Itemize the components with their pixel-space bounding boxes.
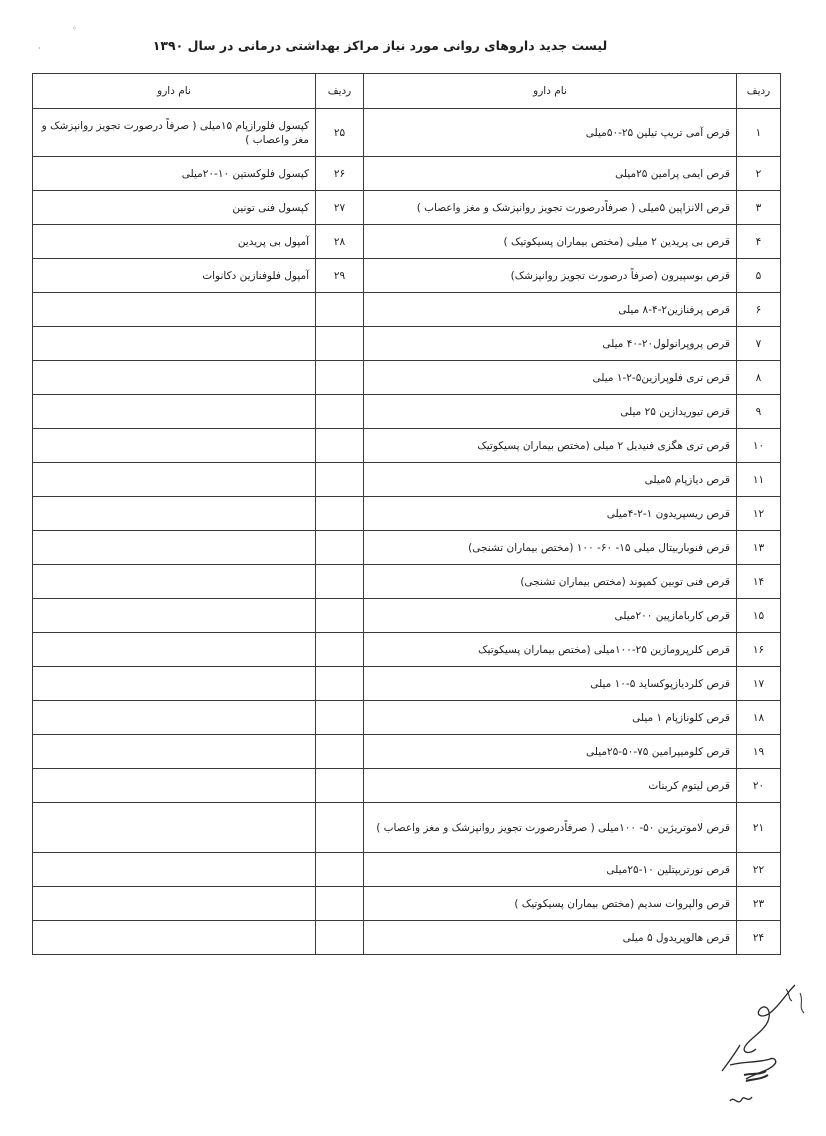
row-number-cell-2 (316, 531, 364, 565)
table-row (33, 327, 781, 361)
row-number-cell-2 (316, 497, 364, 531)
row-number-cell-2: ۲۹ (316, 259, 364, 293)
drug-name-cell: قرص ایمی پرامین ۲۵میلی (364, 157, 737, 191)
drug-name-cell: قرص کلونازپام ۱ میلی (364, 701, 737, 735)
row-number-cell: ۱۵ (737, 599, 781, 633)
drug-name-cell: قرص پروپرانولول۲۰-۴۰ میلی (364, 327, 737, 361)
table-row (33, 803, 781, 853)
table-row (33, 497, 781, 531)
table-row (33, 769, 781, 803)
table-row (33, 463, 781, 497)
row-number-cell-2 (316, 327, 364, 361)
drug-name-cell: قرص الانزاپین ۵میلی ( صرفاًدرصورت تجویز روانپزشک و مغز واعصاب ) (364, 191, 737, 225)
drug-name-cell-2 (33, 633, 316, 667)
header-drug-name-2: نام دارو (33, 74, 316, 109)
row-number-cell-2: ۲۵ (316, 109, 364, 157)
row-number-cell: ۹ (737, 395, 781, 429)
drug-name-cell-2: آمپول فلوفنازین دکانوات (33, 259, 316, 293)
scan-speck: · (38, 44, 41, 53)
scan-speck: ◦ (72, 24, 77, 33)
drug-name-cell-2: کپسول فلوکستین ۱۰-۲۰میلی (33, 157, 316, 191)
row-number-cell-2 (316, 361, 364, 395)
drug-name-cell-2: آمپول بی پریدین (33, 225, 316, 259)
row-number-cell-2 (316, 735, 364, 769)
drug-name-cell-2 (33, 429, 316, 463)
drug-name-cell: قرص تری فلوپرازین۵-۲-۱ میلی (364, 361, 737, 395)
row-number-cell: ۷ (737, 327, 781, 361)
row-number-cell-2: ۲۸ (316, 225, 364, 259)
row-number-cell-2: ۲۶ (316, 157, 364, 191)
row-number-cell-2 (316, 599, 364, 633)
row-number-cell-2 (316, 667, 364, 701)
row-number-cell-2 (316, 803, 364, 853)
table-row (33, 565, 781, 599)
row-number-cell-2 (316, 921, 364, 955)
drug-name-cell-2 (33, 497, 316, 531)
drug-name-cell-2 (33, 361, 316, 395)
row-number-cell: ۱۶ (737, 633, 781, 667)
drug-name-cell-2 (33, 769, 316, 803)
drug-name-cell: قرص والپروات سدیم (مختص بیماران پسیکوتیک ) (364, 887, 737, 921)
table-header-row (33, 74, 781, 109)
row-number-cell: ۲۳ (737, 887, 781, 921)
row-number-cell-2 (316, 887, 364, 921)
drug-name-cell: قرص فنی توبین کمپوند (مختص بیماران تشنجی) (364, 565, 737, 599)
row-number-cell: ۱۴ (737, 565, 781, 599)
page-title: لیست جدید داروهای روانی مورد نیاز مراکز بهداشتی درمانی در سال ۱۳۹۰ (152, 38, 608, 53)
drug-name-cell: قرص کاربامازپین ۲۰۰میلی (364, 599, 737, 633)
drug-name-cell-2: کپسول فلورازپام ۱۵میلی ( صرفاً درصورت تجویز روانپزشک و مغز واعصاب ) (33, 109, 316, 157)
drug-name-cell: قرص لاموتریژین ۵۰- ۱۰۰میلی ( صرفاًدرصورت تجویز روانپزشک و مغز واعصاب ) (364, 803, 737, 853)
table-row (33, 225, 781, 259)
drug-name-cell: قرص آمی تریپ تیلین ۲۵-۵۰میلی (364, 109, 737, 157)
row-number-cell: ۲۰ (737, 769, 781, 803)
drug-name-cell-2 (33, 531, 316, 565)
row-number-cell: ۱۱ (737, 463, 781, 497)
drug-name-cell-2 (33, 667, 316, 701)
table-row (33, 633, 781, 667)
row-number-cell: ۸ (737, 361, 781, 395)
row-number-cell-2 (316, 293, 364, 327)
table-row (33, 599, 781, 633)
drug-name-cell: قرص تری هگزی فنیدیل ۲ میلی (مختص بیماران پسیکوتیک (364, 429, 737, 463)
drug-name-cell: قرص دیازپام ۵میلی (364, 463, 737, 497)
row-number-cell: ۱۹ (737, 735, 781, 769)
drug-name-cell: قرص پرفنازین۲-۴-۸ میلی (364, 293, 737, 327)
drug-name-cell: قرص کلردیازپوکساید ۵-۱۰ میلی (364, 667, 737, 701)
table-row (33, 157, 781, 191)
drug-name-cell-2 (33, 463, 316, 497)
table-row (33, 293, 781, 327)
row-number-cell-2 (316, 463, 364, 497)
row-number-cell: ۲۴ (737, 921, 781, 955)
table-row (33, 109, 781, 157)
drug-name-cell-2 (33, 599, 316, 633)
row-number-cell: ۲۲ (737, 853, 781, 887)
drug-name-cell-2 (33, 735, 316, 769)
drug-name-cell-2: کپسول فنی تونین (33, 191, 316, 225)
row-number-cell: ۶ (737, 293, 781, 327)
row-number-cell-2 (316, 853, 364, 887)
row-number-cell: ۳ (737, 191, 781, 225)
table-row (33, 887, 781, 921)
drug-name-cell: قرص بی پریدین ۲ میلی (مختص بیماران پسیکوتیک ) (364, 225, 737, 259)
table-row (33, 361, 781, 395)
table-row (33, 701, 781, 735)
table-body (33, 109, 781, 955)
row-number-cell-2 (316, 701, 364, 735)
row-number-cell-2 (316, 769, 364, 803)
row-number-cell: ۱۳ (737, 531, 781, 565)
table-row (33, 531, 781, 565)
drug-name-cell-2 (33, 701, 316, 735)
row-number-cell: ۱۰ (737, 429, 781, 463)
drug-name-cell: قرص کلومیپرامین ۷۵-۵۰-۲۵میلی (364, 735, 737, 769)
row-number-cell: ۴ (737, 225, 781, 259)
header-row-no-2: ردیف (316, 74, 364, 109)
drug-name-cell: قرص نورتریپتلین ۱۰-۲۵میلی (364, 853, 737, 887)
table-row (33, 429, 781, 463)
table-row (33, 853, 781, 887)
row-number-cell: ۲ (737, 157, 781, 191)
table-row (33, 191, 781, 225)
table-row (33, 259, 781, 293)
row-number-cell-2 (316, 633, 364, 667)
row-number-cell: ۱۷ (737, 667, 781, 701)
drug-name-cell: قرص کلرپرومازین ۲۵-۱۰۰میلی (مختص بیماران پسیکوتیک (364, 633, 737, 667)
drug-name-cell-2 (33, 395, 316, 429)
drug-name-cell: قرص لیتوم کربنات (364, 769, 737, 803)
drug-name-cell: قرص ریسپریدون ۱-۲-۴میلی (364, 497, 737, 531)
drug-name-cell-2 (33, 803, 316, 853)
header-row-no: ردیف (737, 74, 781, 109)
table-row (33, 921, 781, 955)
row-number-cell: ۱۸ (737, 701, 781, 735)
drug-name-cell: قرص هالوپریدول ۵ میلی (364, 921, 737, 955)
row-number-cell-2 (316, 395, 364, 429)
row-number-cell-2 (316, 429, 364, 463)
drug-list-table (32, 73, 781, 955)
header-drug-name: نام دارو (364, 74, 737, 109)
row-number-cell: ۵ (737, 259, 781, 293)
row-number-cell: ۲۱ (737, 803, 781, 853)
row-number-cell: ۱ (737, 109, 781, 157)
drug-name-cell-2 (33, 853, 316, 887)
row-number-cell: ۱۲ (737, 497, 781, 531)
row-number-cell-2: ۲۷ (316, 191, 364, 225)
drug-name-cell: قرص فنوباربیتال میلی ۱۵- ۶۰- ۱۰۰ (مختص بیماران تشنجی) (364, 531, 737, 565)
drug-name-cell-2 (33, 921, 316, 955)
table-row (33, 735, 781, 769)
table-row (33, 667, 781, 701)
drug-name-cell-2 (33, 887, 316, 921)
row-number-cell-2 (316, 565, 364, 599)
table-row (33, 395, 781, 429)
drug-name-cell: قرص تیوریدازین ۲۵ میلی (364, 395, 737, 429)
drug-name-cell-2 (33, 293, 316, 327)
drug-name-cell: قرص بوسپیرون (صرفاً درصورت تجویز روانپزشک) (364, 259, 737, 293)
drug-name-cell-2 (33, 565, 316, 599)
drug-name-cell-2 (33, 327, 316, 361)
handwritten-signature (700, 975, 820, 1115)
